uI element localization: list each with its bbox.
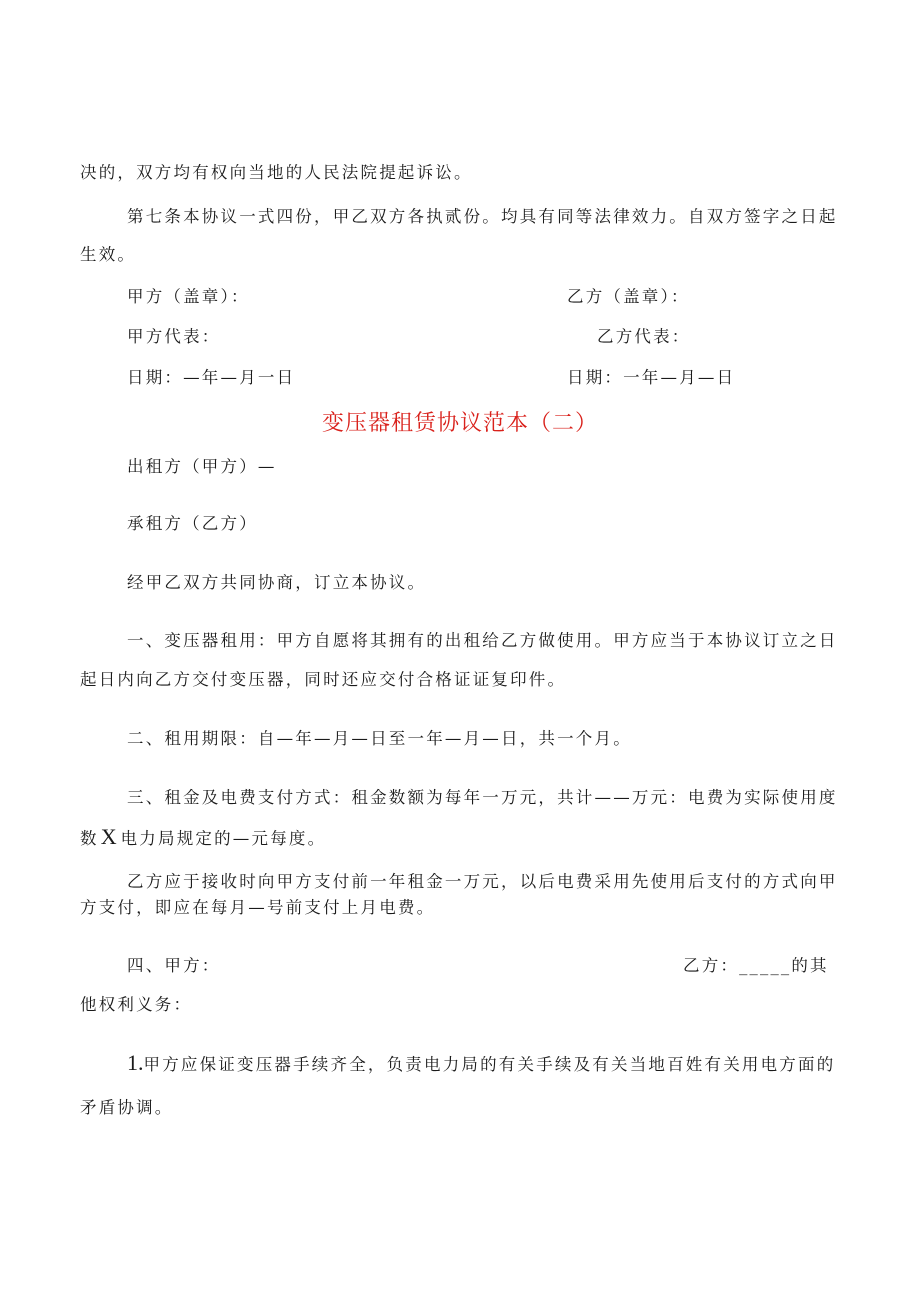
lessee-line: 承租方（乙方）	[127, 514, 258, 533]
item1-line2: 矛盾协调。	[80, 1098, 174, 1117]
clause1-line1: 一、变压器租用：甲方自愿将其拥有的出租给乙方做使用。甲方应当于本协议订立之日	[127, 631, 838, 650]
party-b-seal: 乙方（盖章）：	[567, 287, 690, 306]
lessor-line: 出租方（甲方）—	[127, 457, 277, 476]
item1-text: 甲方应保证变压器手续齐全，负责电力局的有关手续及有关当地百姓有关用电方面的	[143, 1055, 836, 1074]
clause1-line2: 起日内向乙方交付变压器，同时还应交付合格证证复印件。	[80, 670, 567, 689]
paragraph-line: 决的，双方均有权向当地的人民法院提起诉讼。	[80, 163, 473, 182]
clause4-party-a: 四、甲方：	[127, 956, 221, 975]
document-title: 变压器租赁协议范本（二）	[321, 411, 598, 436]
payment-line1: 乙方应于接收时向甲方支付前一年租金一万元，以后电费采用先使用后支付的方式向甲	[127, 872, 838, 891]
clause4-line2: 他权利义务：	[80, 995, 193, 1014]
intro-line: 经甲乙双方共同协商，订立本协议。	[127, 573, 427, 592]
payment-line2: 方支付，即应在每月—号前支付上月电费。	[80, 898, 436, 917]
clause3-line2	[80, 826, 326, 850]
multiply-symbol: X	[100, 824, 117, 849]
clause4-party-b: 乙方：_____的其	[683, 956, 829, 975]
article-seven-line1: 第七条本协议一式四份，甲乙双方各执贰份。均具有同等法律效力。自双方签字之日起	[127, 207, 838, 226]
item1-number: 1.	[127, 1050, 144, 1075]
party-b-date: 日期：一年—月—日	[567, 368, 736, 387]
party-a-representative: 甲方代表：	[127, 327, 221, 346]
clause3-line1: 三、租金及电费支付方式：租金数额为每年一万元，共计——万元：电费为实际使用度	[127, 788, 838, 807]
clause3-line2-prefix: 数	[80, 829, 99, 848]
party-a-date: 日期：—年—月一日	[127, 368, 296, 387]
clause2-line: 二、租用期限：自—年—月—日至一年—月—日，共一个月。	[127, 729, 632, 748]
party-b-representative: 乙方代表：	[597, 327, 691, 346]
article-seven-line2: 生效。	[80, 245, 137, 264]
clause3-line2-suffix: 电力局规定的—元每度。	[120, 829, 327, 848]
party-a-seal: 甲方（盖章）：	[127, 287, 250, 306]
item1-line1	[127, 1052, 835, 1076]
